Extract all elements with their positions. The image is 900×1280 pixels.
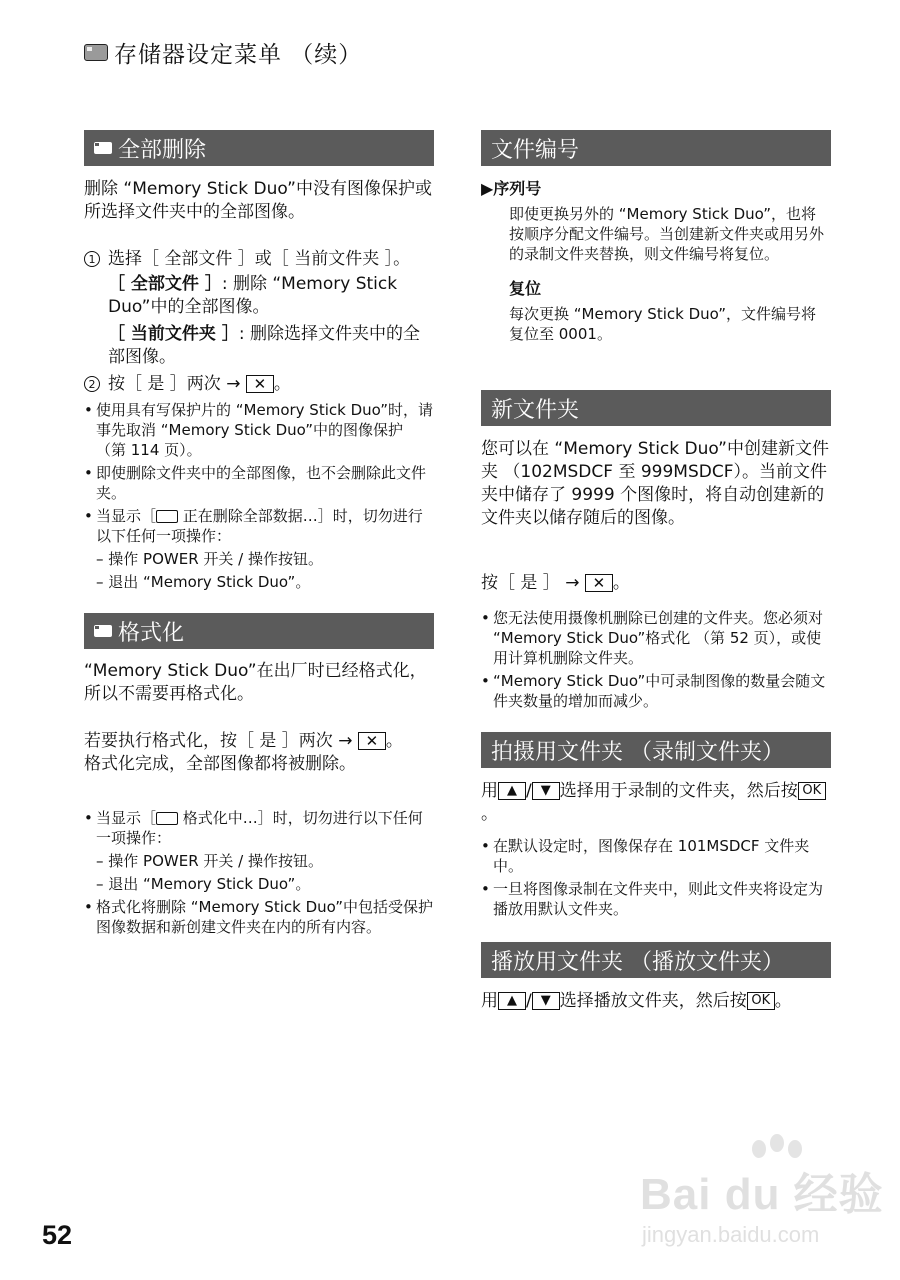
down-arrow-button-icon: ▼ [532,782,560,800]
note-item: • 当显示［ 正在删除全部数据…］时，切勿进行以下任何一项操作： [84,506,434,546]
option-all-files: ［ 全部文件 ］: 删除 “Memory Stick Duo”中的全部图像。 [108,274,398,317]
option-reset-text: 每次更换 “Memory Stick Duo”，文件编号将复位至 0001。 [509,305,817,343]
note-item: • “Memory Stick Duo”中可录制图像的数量会随文件夹数量的增加而减少。 [481,671,831,711]
ok-button-icon: OK [798,782,826,800]
note-item: • 在默认设定时，图像保存在 101MSDCF 文件夹中。 [481,836,831,876]
paw-icon [770,1134,784,1152]
delete-all-intro: 删除 “Memory Stick Duo”中没有图像保护或所选择文件夹中的全部图像。 [84,179,432,222]
paw-icon [788,1140,802,1158]
option-series-label: ▶序列号 [481,179,542,198]
section-header-file-number: 文件编号 [481,130,831,166]
watermark-logo: Bai du 经验 [640,1170,884,1219]
step-1: 1 选择［ 全部文件 ］或［ 当前文件夹 ］。 [84,248,434,271]
option-reset-label: 复位 [509,279,542,298]
section-header-play-folder: 播放用文件夹 （播放文件夹） [481,942,831,978]
option-current-folder: ［ 当前文件夹 ］: 删除选择文件夹中的全部图像。 [108,324,420,367]
up-arrow-button-icon: ▲ [498,782,526,800]
note-item: • 一旦将图像录制在文件夹中，则此文件夹将设定为播放用默认文件夹。 [481,879,831,919]
close-button-icon: ✕ [585,574,613,592]
section-header-new-folder: 新文件夹 [481,390,831,426]
note-item: • 使用具有写保护片的 “Memory Stick Duo”时，请事先取消 “Memory Stick Duo”中的图像保护 （第 114 页）。 [84,400,434,460]
new-folder-notes [481,608,831,711]
rec-folder-instructions: 用 ▲ / ▼ 选择用于录制的文件夹，然后按 OK。 [481,780,831,826]
memory-card-icon [94,625,112,637]
close-button-icon: ✕ [246,375,274,393]
ok-button-icon: OK [747,992,775,1010]
memory-card-icon [156,812,178,825]
file-number-options [481,178,831,344]
page-title: 存储器设定菜单 （续） [84,36,362,69]
step-2: 2 按［ 是 ］两次 → ✕ 。 [84,373,434,396]
new-folder-intro: 您可以在 “Memory Stick Duo”中创建新文件夹 （102MSDCF 至 999MSDCF）。当前文件夹中储存了 9999 个图像时，将自动创建新的文件夹以储存随后的图像。 [481,439,829,528]
paw-icon [752,1140,766,1158]
format-intro: “Memory Stick Duo”在出厂时已经格式化，所以不需要再格式化。 [84,661,427,704]
memory-card-icon [156,510,178,523]
note-dash-item: – 退出 “Memory Stick Duo”。 [96,875,311,893]
page-number: 52 [42,1220,73,1250]
section-header-rec-folder: 拍摄用文件夹 （录制文件夹） [481,732,831,768]
note-item: • 当显示［ 格式化中…］时，切勿进行以下任何一项操作： [84,808,434,848]
memory-card-icon [84,44,108,61]
new-folder-step: 按［ 是 ］ → ✕ 。 [481,573,630,593]
rec-folder-notes [481,836,831,919]
note-dash-item: – 操作 POWER 开关 / 操作按钮。 [96,852,323,870]
step-number: 2 [84,376,100,392]
watermark-url: jingyan.baidu.com [642,1222,820,1247]
option-series-text: 即使更换另外的 “Memory Stick Duo”，也将按顺序分配文件编号。当创建新文件夹或用另外的录制文件夹替换，则文件编号将复位。 [509,205,825,263]
play-folder-instructions: 用 ▲ / ▼ 选择播放文件夹，然后按 OK 。 [481,991,792,1011]
format-result: 格式化完成，全部图像都将被删除。 [84,754,356,774]
step-number: 1 [84,251,100,267]
delete-all-steps [84,248,434,396]
note-dash-item: – 退出 “Memory Stick Duo”。 [96,573,311,591]
note-dash-item: – 操作 POWER 开关 / 操作按钮。 [96,550,323,568]
section-header-delete-all: 全部删除 [84,130,434,166]
delete-all-notes [84,400,434,592]
close-button-icon: ✕ [358,732,386,750]
up-arrow-button-icon: ▲ [498,992,526,1010]
format-step: 若要执行格式化，按［ 是 ］两次 → ✕ 。 [84,731,403,751]
note-item: • 您无法使用摄像机删除已创建的文件夹。您必须对 “Memory Stick Duo”格式化 （第 52 页），或使用计算机删除文件夹。 [481,608,831,668]
note-item: • 格式化将删除 “Memory Stick Duo”中包括受保护图像数据和新创建文件夹在内的所有内容。 [84,897,434,937]
down-arrow-button-icon: ▼ [532,992,560,1010]
baidu-watermark [640,1140,890,1280]
format-instructions [84,730,434,776]
note-item: • 即使删除文件夹中的全部图像，也不会删除此文件夹。 [84,463,434,503]
memory-card-icon [94,142,112,154]
section-header-format: 格式化 [84,613,434,649]
format-notes [84,808,434,937]
